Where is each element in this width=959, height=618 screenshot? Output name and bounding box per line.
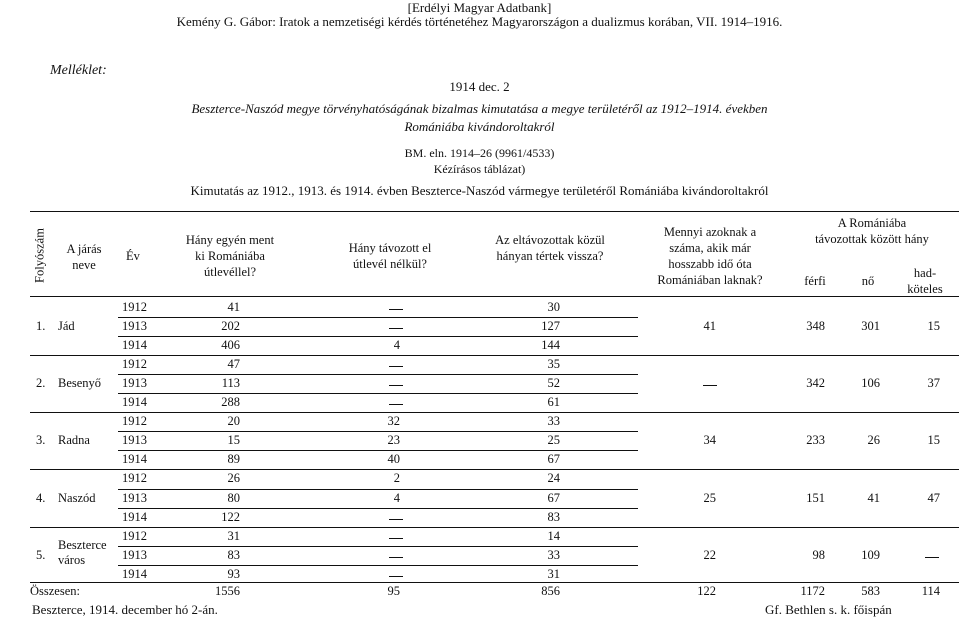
- header-longer-since: Mennyi azoknak a száma, akik már hosszabb idő óta Romániában laknak?: [657, 225, 763, 287]
- header-year: Év: [126, 249, 140, 263]
- longer-since-cell: 34: [703, 433, 716, 448]
- doc-title-line1: Beszterce-Naszód megye törvényhatóságának bizalmas kimutatása a megye területéről az 1912–1914. években: [191, 101, 768, 116]
- serial-number: 3.: [36, 433, 46, 448]
- header-military: had-köteles: [907, 266, 943, 296]
- table-title: Kimutatás az 1912., 1913. és 1914. évben Beszterce-Naszód vármegye területéről Romániába kivándoroltakról: [190, 183, 769, 198]
- serial-number: 1.: [36, 319, 46, 334]
- military-cell: 47: [927, 490, 940, 505]
- row-divider: [118, 317, 638, 318]
- returned-cell: 67: [547, 452, 560, 467]
- without-passport-cell: 4: [393, 338, 400, 353]
- total-without-passport: 95: [387, 584, 400, 598]
- site-header: [Erdélyi Magyar Adatbank]: [407, 0, 552, 15]
- returned-cell: 35: [547, 357, 560, 372]
- returned-cell: 33: [547, 547, 560, 562]
- women-cell: 301: [861, 319, 880, 334]
- group-divider: [30, 469, 959, 470]
- total-rule: [30, 582, 959, 583]
- with-passport-cell: 122: [221, 509, 240, 524]
- with-passport-cell: 26: [227, 471, 240, 486]
- total-with-passport: 1556: [215, 584, 240, 598]
- military-cell: 15: [927, 433, 940, 448]
- returned-cell: 31: [547, 566, 560, 581]
- total-label: Összesen:: [30, 584, 80, 598]
- with-passport-cell: 113: [221, 376, 240, 391]
- year-cell: 1913: [122, 319, 147, 334]
- archive-reference: BM. eln. 1914–26 (9961/4533): [404, 146, 555, 160]
- row-divider: [118, 546, 638, 547]
- district-name: Naszód: [58, 490, 96, 505]
- without-passport-cell-dash: [389, 538, 403, 539]
- header-with-passport: Hány egyén ment ki Romániába útlevéllel?: [185, 233, 275, 279]
- longer-since-cell: 25: [703, 490, 716, 505]
- table-top-rule: [30, 211, 959, 212]
- without-passport-cell-dash: [389, 309, 403, 310]
- returned-cell: 14: [547, 528, 560, 543]
- year-cell: 1912: [122, 357, 147, 372]
- with-passport-cell: 202: [221, 319, 240, 334]
- men-cell: 98: [812, 547, 825, 562]
- year-cell: 1913: [122, 433, 147, 448]
- serial-number: 5.: [36, 547, 46, 562]
- returned-cell: 83: [547, 509, 560, 524]
- group-divider: [30, 412, 959, 413]
- women-cell: 109: [861, 547, 880, 562]
- row-divider: [118, 508, 638, 509]
- returned-cell: 67: [547, 490, 560, 505]
- year-cell: 1914: [122, 395, 147, 410]
- without-passport-cell: 40: [387, 452, 400, 467]
- returned-cell: 127: [541, 319, 560, 334]
- military-cell: 15: [927, 319, 940, 334]
- longer-since-cell: 22: [703, 547, 716, 562]
- without-passport-cell-dash: [389, 519, 403, 520]
- men-cell: 348: [806, 319, 825, 334]
- row-divider: [118, 565, 638, 566]
- longer-since-cell-dash: [703, 385, 717, 386]
- year-cell: 1912: [122, 300, 147, 314]
- military-cell: 37: [927, 376, 940, 391]
- header-returned: Az eltávozottak közül hányan tértek vissza?: [495, 233, 605, 263]
- row-divider: [118, 374, 638, 375]
- year-cell: 1914: [122, 566, 147, 581]
- header-district: A járás neve: [66, 242, 102, 272]
- with-passport-cell: 15: [227, 433, 240, 448]
- without-passport-cell: 23: [387, 433, 400, 448]
- year-cell: 1913: [122, 547, 147, 562]
- total-longer-since: 122: [697, 584, 716, 598]
- serial-number: 2.: [36, 376, 46, 391]
- with-passport-cell: 47: [227, 357, 240, 372]
- total-returned: 856: [541, 584, 560, 598]
- with-passport-cell: 93: [227, 566, 240, 581]
- returned-cell: 30: [547, 300, 560, 314]
- women-cell: 41: [867, 490, 880, 505]
- returned-cell: 61: [547, 395, 560, 410]
- year-cell: 1913: [122, 490, 147, 505]
- returned-cell: 52: [547, 376, 560, 391]
- military-cell-dash: [925, 557, 939, 558]
- men-cell: 151: [806, 490, 825, 505]
- with-passport-cell: 83: [227, 547, 240, 562]
- row-divider: [118, 393, 638, 394]
- year-cell: 1912: [122, 528, 147, 543]
- header-bottom-rule: [30, 296, 959, 297]
- footer-signature: Gf. Bethlen s. k. főispán: [765, 602, 892, 617]
- district-name: Besenyő: [58, 376, 102, 391]
- total-women: 583: [861, 584, 880, 598]
- returned-cell: 33: [547, 414, 560, 429]
- with-passport-cell: 80: [227, 490, 240, 505]
- without-passport-cell-dash: [389, 328, 403, 329]
- without-passport-cell-dash: [389, 385, 403, 386]
- women-cell: 106: [861, 376, 880, 391]
- group-divider: [30, 527, 959, 528]
- attachment-label: Melléklet:: [50, 63, 107, 78]
- with-passport-cell: 406: [221, 338, 240, 353]
- with-passport-cell: 89: [227, 452, 240, 467]
- header-serial: Folyószám: [32, 228, 47, 283]
- year-cell: 1912: [122, 471, 147, 486]
- year-cell: 1912: [122, 414, 147, 429]
- header-without-passport: Hány távozott el útlevél nélkül?: [348, 241, 432, 271]
- longer-since-cell: 41: [703, 319, 716, 334]
- returned-cell: 25: [547, 433, 560, 448]
- district-name: Beszterce város: [58, 537, 107, 567]
- without-passport-cell-dash: [389, 576, 403, 577]
- year-cell: 1914: [122, 509, 147, 524]
- year-cell: 1914: [122, 338, 147, 353]
- manuscript-note: Kézírásos táblázat): [433, 162, 526, 176]
- doc-title-line2: Romániába kivándoroltakról: [404, 119, 555, 134]
- returned-cell: 144: [541, 338, 560, 353]
- doc-date: 1914 dec. 2: [449, 79, 510, 94]
- without-passport-cell-dash: [389, 366, 403, 367]
- with-passport-cell: 20: [227, 414, 240, 429]
- year-cell: 1913: [122, 376, 147, 391]
- year-cell: 1914: [122, 452, 147, 467]
- without-passport-cell: 32: [387, 414, 400, 429]
- with-passport-cell: 288: [221, 395, 240, 410]
- header-among-departed: A Romániába távozottak között hány: [815, 216, 929, 246]
- without-passport-cell: 2: [393, 471, 400, 486]
- men-cell: 233: [806, 433, 825, 448]
- total-military: 114: [921, 584, 940, 598]
- without-passport-cell-dash: [389, 404, 403, 405]
- source-header: Kemény G. Gábor: Iratok a nemzetiségi kérdés történetéhez Magyarországon a dualizmus korában, VII. 1914–1916.: [176, 14, 783, 29]
- men-cell: 342: [806, 376, 825, 391]
- with-passport-cell: 31: [227, 528, 240, 543]
- row-divider: [118, 431, 638, 432]
- without-passport-cell-dash: [389, 557, 403, 558]
- group-divider: [30, 355, 959, 356]
- district-name: Jád: [58, 319, 75, 334]
- women-cell: 26: [867, 433, 880, 448]
- row-divider: [118, 489, 638, 490]
- returned-cell: 24: [547, 471, 560, 486]
- without-passport-cell: 4: [393, 490, 400, 505]
- with-passport-cell: 41: [227, 300, 240, 314]
- row-divider: [118, 450, 638, 451]
- header-women: nő: [861, 274, 875, 288]
- district-name: Radna: [58, 433, 90, 448]
- header-men: férfi: [804, 274, 826, 288]
- serial-number: 4.: [36, 490, 46, 505]
- footer-place-date: Beszterce, 1914. december hó 2-án.: [32, 602, 218, 617]
- total-men: 1172: [800, 584, 825, 598]
- row-divider: [118, 336, 638, 337]
